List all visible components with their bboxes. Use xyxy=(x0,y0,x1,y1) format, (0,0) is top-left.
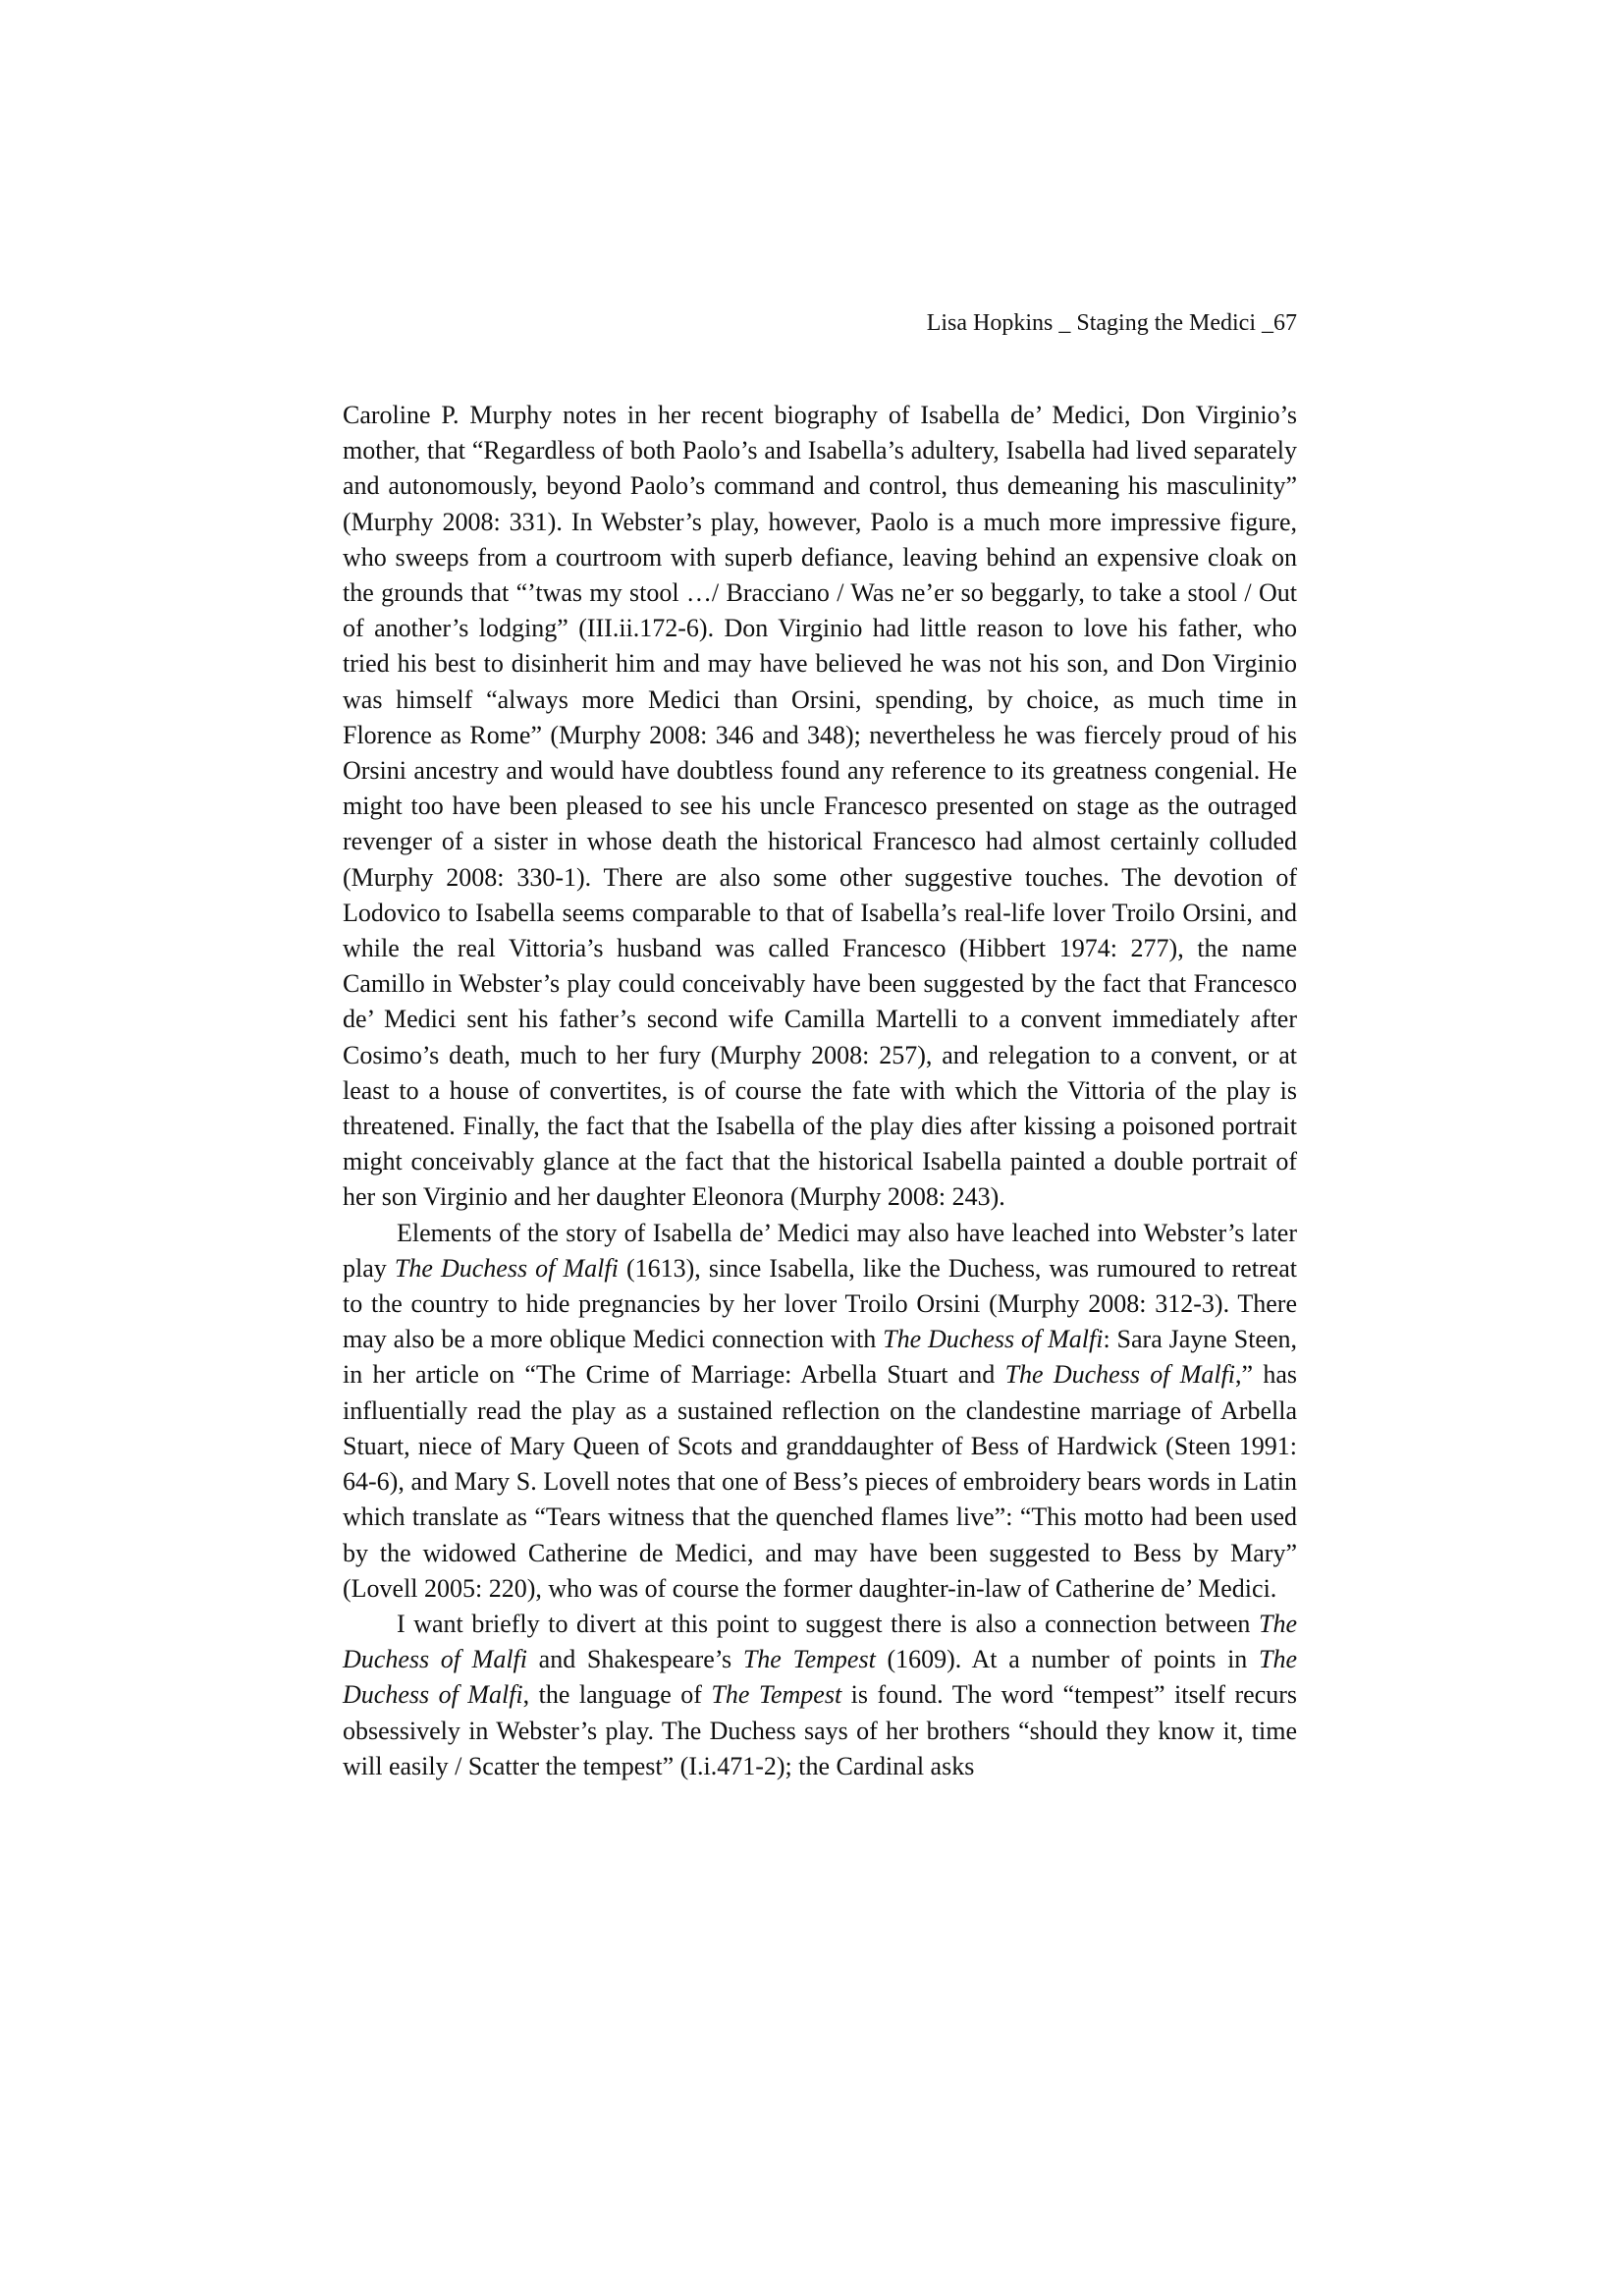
italic-title: The Duchess of Malfi xyxy=(883,1325,1104,1354)
text-run: is found. The word “tempest” itself recurs obsessively in Webster’s play. The Duchess says of her brothers “should they know it, time will easily / Scatter the tempest” (I.i.471-2); the Cardinal asks xyxy=(343,1680,1298,1780)
text-run: Caroline P. Murphy notes in her recent biography of Isabella de’ Medici, Don Virginio’s mother, that “Regardless of both Paolo’s and Isabella’s adultery, Isabella had lived separately and autonomously, beyond Paolo’s command and control, thus demeaning his masculinity” (Murphy 2008: 331). In Webster’s play, however, Paolo is a much more impressive figure, who sweeps from a courtroom with superb defiance, leaving behind an expensive cloak on the grounds that “’twas my stool …/ Bracciano / Was ne’er so beggarly, to take a stool / Out of another’s lodging” (III.ii.172-6). Don Virginio had little reason to love his father, who tried his best to disinherit him and may have believed he was not his son, and Don Virginio was himself “always more Medici than Orsini, spending, by choice, as much time in Florence as Rome” (Murphy 2008: 346 and 348); nevertheless he was fiercely proud of his Orsini ancestry and would have doubtless found any reference to its greatness congenial. He might too have been pleased to see his uncle Francesco presented on stage as the outraged revenger of a sister in whose death the historical Francesco had almost certainly colluded (Murphy 2008: 330-1). There are also some other suggestive touches. The devotion of Lodovico to Isabella seems comparable to that of Isabella’s real-life lover Troilo Orsini, and while the real Vittoria’s husband was called Francesco (Hibbert 1974: 277), the name Camillo in Webster’s play could conceivably have been suggested by the fact that Francesco de’ Medici sent his father’s second wife Camilla Martelli to a convent immediately after Cosimo’s death, much to her fury (Murphy 2008: 257), and relegation to a convent, or at least to a house of convertites, is of course the fate with which the Vittoria of the play is threatened. Finally, the fact that the Isabella of the play dies after kissing a poisoned portrait might conceivably glance at the fact that the historical Isabella painted a double portrait of her son Virginio and her daughter Eleonora (Murphy 2008: 243). xyxy=(343,401,1297,1212)
text-run: , the language of xyxy=(522,1680,712,1710)
italic-title: The Tempest xyxy=(742,1645,876,1674)
text-run: Elements of the story of Isabella de’ Medici may also have leached into Webster’s later play xyxy=(343,1218,1297,1283)
italic-title: The Duchess of Malfi xyxy=(394,1253,619,1283)
italic-title: The Duchess of Malfi xyxy=(1004,1360,1236,1390)
paragraph xyxy=(343,1216,1297,1607)
paragraph xyxy=(343,398,1297,1216)
body-text xyxy=(343,398,1297,1784)
text-run: (1613), since Isabella, like the Duchess, was rumoured to retreat to the country to hide pregnancies by her lover Troilo Orsini (Murphy 2008: 312-3). There may also be a more oblique Medici connection with xyxy=(343,1253,1297,1354)
running-header: Lisa Hopkins _ Staging the Medici _67 xyxy=(926,310,1297,336)
italic-title: The Tempest xyxy=(711,1680,842,1710)
text-run: I want briefly to divert at this point to suggest there is also a connection between xyxy=(397,1609,1259,1638)
text-run: ,” has influentially read the play as a sustained reflection on the clandestine marriage of Arbella Stuart, niece of Mary Queen of Scots and granddaughter of Bess of Hardwick (Steen 1991: 64-6), and Mary S. Lovell notes that one of Bess’s pieces of embroidery bears words in Latin which translate as “Tears witness that the quenched flames live”: “This motto had been used by the widowed Catherine de Medici, and may have been suggested to Bess by Mary” (Lovell 2005: 220), who was of course the former daughter-in-law of Catherine de’ Medici. xyxy=(343,1360,1297,1603)
italic-title: The Duchess of Malfi xyxy=(343,1645,1297,1710)
text-run: (1609). At a number of points in xyxy=(875,1645,1259,1674)
paragraph xyxy=(343,1607,1297,1784)
text-run: and Shakespeare’s xyxy=(527,1645,743,1674)
text-run: : Sara Jayne Steen, in her article on “The Crime of Marriage: Arbella Stuart and xyxy=(343,1325,1297,1390)
italic-title: The Duchess of Malfi xyxy=(343,1609,1297,1674)
